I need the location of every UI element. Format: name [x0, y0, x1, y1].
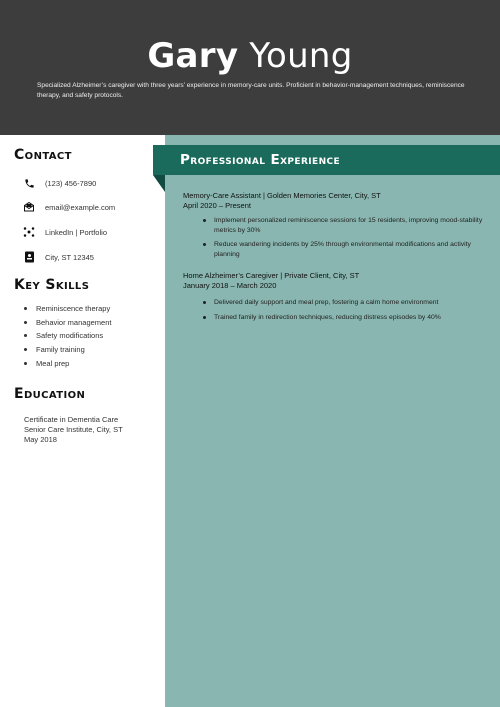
skills-list [24, 302, 111, 370]
job-bullet: Delivered daily support and meal prep, fostering a calm home environment [203, 298, 483, 308]
contact-links-row [22, 225, 107, 239]
skills-heading: Key Skills [14, 277, 90, 293]
location-text: City, ST 12345 [45, 252, 94, 262]
contact-email-row [22, 200, 116, 214]
address-card-icon [22, 250, 36, 264]
links-text[interactable]: LinkedIn | Portfolio [45, 227, 107, 237]
experience-banner [153, 145, 500, 175]
job-entry-2 [183, 271, 359, 291]
candidate-name [0, 34, 500, 78]
skill-item: Safety modifications [24, 329, 111, 343]
job-1-bullets [203, 216, 483, 264]
education-certificate: Certificate in Dementia Care [24, 415, 119, 424]
phone-text: (123) 456-7890 [45, 178, 97, 188]
job-dates: April 2020 – Present [183, 201, 251, 210]
job-entry-1 [183, 191, 381, 211]
banner-fold [153, 175, 165, 192]
job-bullet: Trained family in redirection techniques, reducing distress episodes by 40% [203, 313, 483, 323]
experience-heading: Professional Experience [180, 152, 341, 168]
phone-icon [22, 176, 36, 190]
job-title-line: Memory-Care Assistant | Golden Memories Center, City, ST [183, 191, 381, 200]
contact-location-row [22, 250, 94, 264]
education-heading: Education [14, 386, 86, 402]
last-name: Young [249, 36, 353, 76]
email-text[interactable]: email@example.com [45, 202, 116, 212]
skill-item: Meal prep [24, 357, 111, 371]
network-icon [22, 225, 36, 239]
job-dates: January 2018 – March 2020 [183, 281, 277, 290]
header-band [0, 0, 500, 135]
first-name: Gary [147, 36, 239, 76]
contact-heading: Contact [14, 147, 72, 163]
education-entry [24, 415, 123, 445]
envelope-icon [22, 200, 36, 214]
job-2-bullets [203, 298, 483, 327]
education-date: May 2018 [24, 435, 57, 444]
skill-item: Reminiscence therapy [24, 302, 111, 316]
skill-item: Behavior management [24, 316, 111, 330]
contact-phone-row [22, 176, 97, 190]
education-institution: Senior Care Institute, City, ST [24, 425, 123, 434]
job-bullet: Reduce wandering incidents by 25% through environmental modifications and activity planning [203, 240, 483, 259]
summary-text: Specialized Alzheimer’s caregiver with three years’ experience in memory-care units. Proficient in behavior-management techniques, reminiscence therapy, and safety protocols. [37, 82, 465, 99]
skill-item: Family training [24, 343, 111, 357]
job-bullet: Implement personalized reminiscence sessions for 15 residents, improving mood-stability metrics by 30% [203, 216, 483, 235]
job-title-line: Home Alzheimer’s Caregiver | Private Client, City, ST [183, 271, 360, 280]
